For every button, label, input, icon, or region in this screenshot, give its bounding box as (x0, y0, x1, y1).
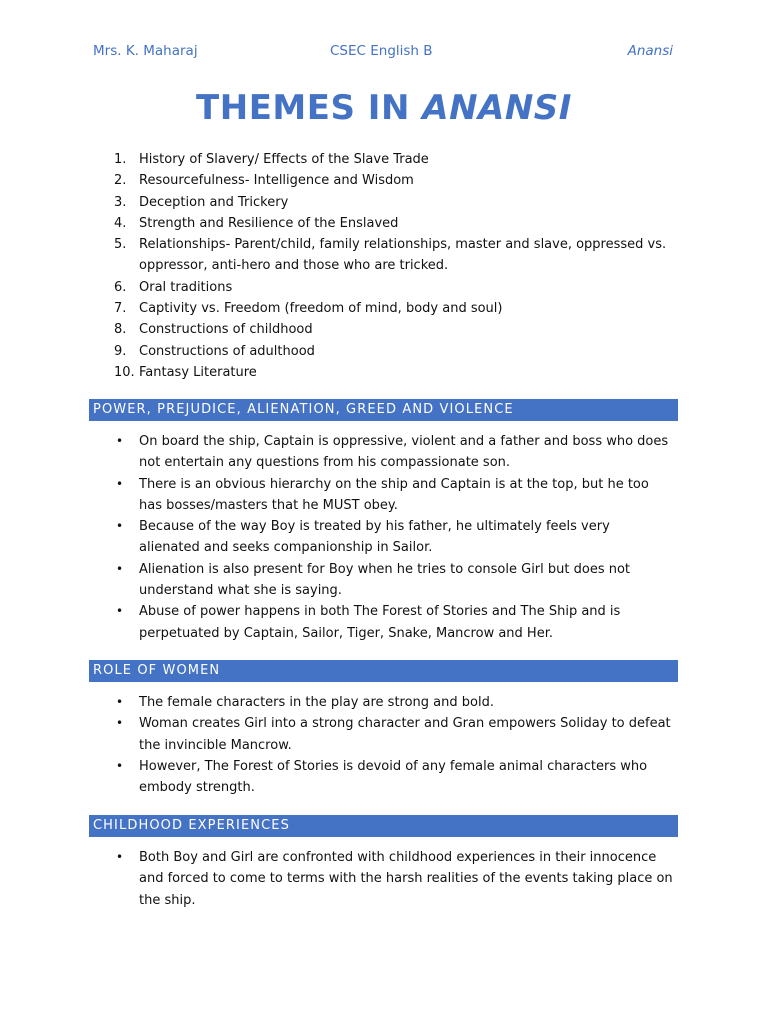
section-heading-women: ROLE OF WOMEN (89, 660, 678, 682)
list-item (0, 234, 674, 277)
list-number: 2. (114, 173, 127, 189)
list-text: Captivity vs. Freedom (freedom of mind, body and soul) (139, 301, 503, 317)
section-heading-power: POWER, PREJUDICE, ALIENATION, GREED AND VIOLENCE (89, 399, 678, 421)
list-text: Fantasy Literature (139, 364, 257, 380)
bullet-text: Abuse of power happens in both The Forest of Stories and The Ship and is perpetuated by Captain, Sailor, Tiger, Snake, Mancrow and Her. (139, 604, 621, 641)
bullet-text: Both Boy and Girl are confronted with childhood experiences in their innocence and forced to come to terms with the harsh realities of the events taking place on the ship. (139, 850, 673, 908)
section-bullets-women (0, 692, 674, 798)
bullet-text: The female characters in the play are strong and bold. (139, 695, 494, 710)
list-item (0, 847, 674, 911)
bullet-text: However, The Forest of Stories is devoid of any female animal characters who embody strength. (139, 758, 648, 796)
section-bullets-power (0, 431, 674, 644)
section-heading-childhood: CHILDHOOD EXPERIENCES (89, 815, 678, 837)
themes-list (0, 149, 674, 383)
bullet-icon: • (116, 604, 124, 619)
bullet-icon: • (116, 519, 124, 534)
list-number: 9. (114, 343, 127, 359)
list-text: Relationships- Parent/child, family relationships, master and slave, oppressed vs. oppressor, anti-hero and those who are tricked. (139, 237, 667, 274)
list-item (0, 170, 674, 191)
list-item (0, 431, 674, 474)
list-text: Constructions of childhood (139, 322, 313, 338)
list-item (0, 692, 674, 713)
list-number: 7. (114, 301, 127, 317)
list-text: Strength and Resilience of the Enslaved (139, 215, 399, 231)
header-work: Anansi (627, 43, 673, 59)
page-title (0, 86, 768, 130)
bullet-icon: • (116, 561, 124, 576)
list-item (0, 277, 674, 298)
list-text: History of Slavery/ Effects of the Slave Trade (139, 152, 429, 167)
list-text: Deception and Trickery (139, 194, 289, 210)
header-course: CSEC English B (330, 43, 433, 59)
list-text: Constructions of adulthood (139, 343, 315, 359)
list-item (0, 559, 674, 602)
title-emphasis: ANANSI (422, 88, 572, 128)
list-number: 3. (114, 194, 127, 210)
list-number: 8. (114, 322, 127, 338)
bullet-icon: • (116, 850, 124, 864)
list-text: Oral traditions (139, 279, 233, 295)
bullet-text: Alienation is also present for Boy when he tries to console Girl but does not understand what she is saying. (139, 561, 631, 599)
bullet-text: Because of the way Boy is treated by his father, he ultimately feels very alienated and seeks companionship in Sailor. (139, 519, 610, 556)
header-author: Mrs. K. Maharaj (93, 43, 198, 59)
list-item (0, 362, 674, 383)
list-text: Resourcefulness- Intelligence and Wisdom (139, 173, 414, 189)
bullet-icon: • (116, 758, 124, 773)
list-item (0, 192, 674, 213)
bullet-icon: • (116, 434, 124, 448)
bullet-icon: • (116, 476, 124, 491)
list-item (0, 474, 674, 517)
list-number: 4. (114, 215, 127, 231)
list-item (0, 298, 674, 319)
list-number: 6. (114, 279, 127, 295)
bullet-text: There is an obvious hierarchy on the ship and Captain is at the top, but he too has bosses/masters that he MUST obey. (139, 476, 649, 513)
list-item (0, 213, 674, 234)
list-item (0, 756, 674, 799)
list-item (0, 516, 674, 559)
list-item (0, 713, 674, 756)
list-item (0, 319, 674, 340)
bullet-text: On board the ship, Captain is oppressive, violent and a father and boss who does not entertain any questions from his compassionate son. (139, 434, 669, 471)
list-item (0, 149, 674, 170)
section-bullets-childhood (0, 847, 674, 911)
list-number: 1. (114, 152, 127, 167)
list-number: 10. (114, 364, 135, 380)
bullet-text: Woman creates Girl into a strong character and Gran empowers Soliday to defeat the invincible Mancrow. (139, 716, 671, 753)
list-item (0, 601, 674, 644)
bullet-icon: • (116, 716, 124, 731)
title-prefix: THEMES IN (196, 88, 423, 128)
list-item (0, 341, 674, 362)
bullet-icon: • (116, 695, 124, 709)
list-number: 5. (114, 237, 127, 253)
